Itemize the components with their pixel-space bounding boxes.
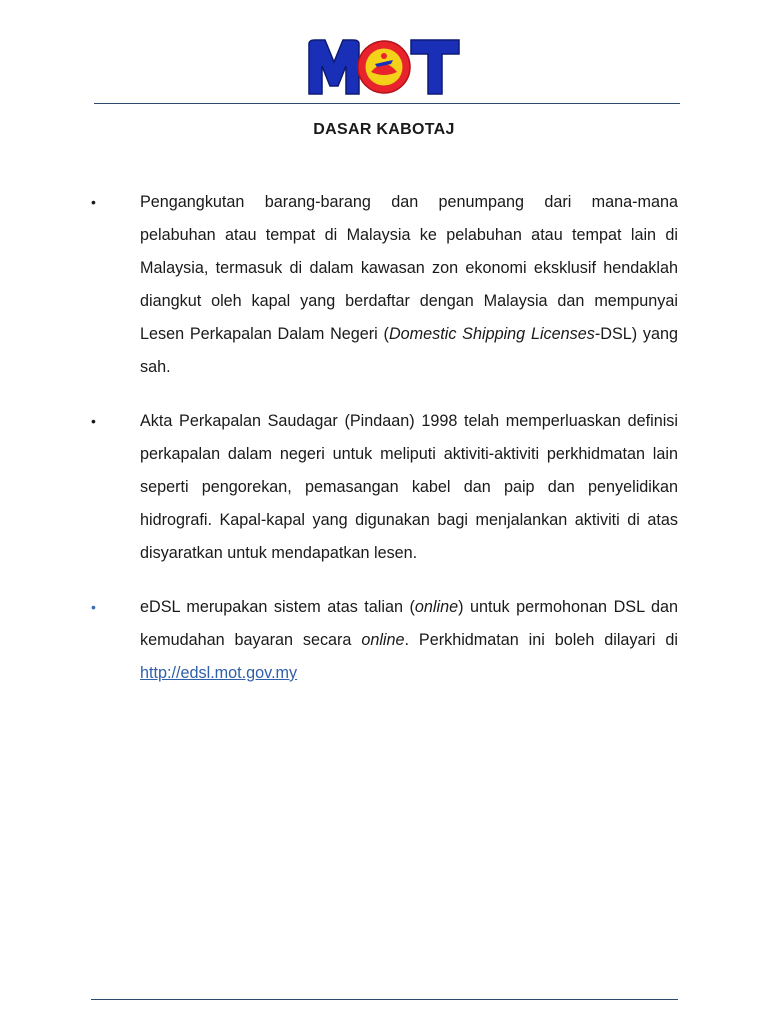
text-segment: . Perkhidmatan ini boleh dilayari di [404,631,678,649]
document-title: DASAR KABOTAJ [313,121,455,138]
text-segment: -DSL) yang sah. [140,325,679,376]
footer-divider [91,999,678,1000]
list-item-text [140,186,678,384]
text-segment: Akta Perkapalan Saudagar (Pindaan) 1998 telah memperluaskan definisi perkapalan dalam negeri untuk meliputi aktiviti-aktiviti perkhidmatan lain seperti pengorekan, pemasangan kabel dan paip dan penyelidikan hidrografi. Kapal-kapal yang digunakan bagi menjalankan aktiviti di atas disyaratkan untuk mendapatkan lesen. [140,412,678,562]
mot-logo [305,36,463,98]
italic-text-segment: online [414,598,459,616]
edsl-link[interactable]: http://edsl.mot.gov.my [140,664,298,682]
list-item [88,405,678,570]
text-segment: Pengangkutan barang-barang dan penumpang dari mana-mana pelabuhan atau tempat di Malaysia ke pelabuhan atau tempat lain di Malaysia, termasuk di dalam kawasan zon ekonomi eksklusif hendaklah diangkut oleh kapal yang berdaftar dengan Malaysia dan mempunyai Lesen Perkapalan Dalam Negeri ( [140,193,678,343]
text-segment: ) untuk permohonan DSL dan kemudahan bayaran secara [140,598,678,649]
italic-text-segment: Domestic Shipping Licenses [388,325,595,343]
text-segment: eDSL merupakan sistem atas talian ( [140,598,415,616]
bullet-icon: • [91,413,96,429]
italic-text-segment: online [361,631,405,649]
list-item-text [140,591,678,690]
logo-letter-m [309,40,359,94]
logo-letter-t [411,40,459,94]
list-item [88,186,678,384]
list-item-text [140,405,678,570]
policy-list [88,186,678,690]
header-divider [94,103,680,104]
mot-logo-graphic [305,36,463,98]
list-item [88,591,678,690]
bullet-icon: • [91,599,96,615]
bullet-icon: • [91,194,96,210]
